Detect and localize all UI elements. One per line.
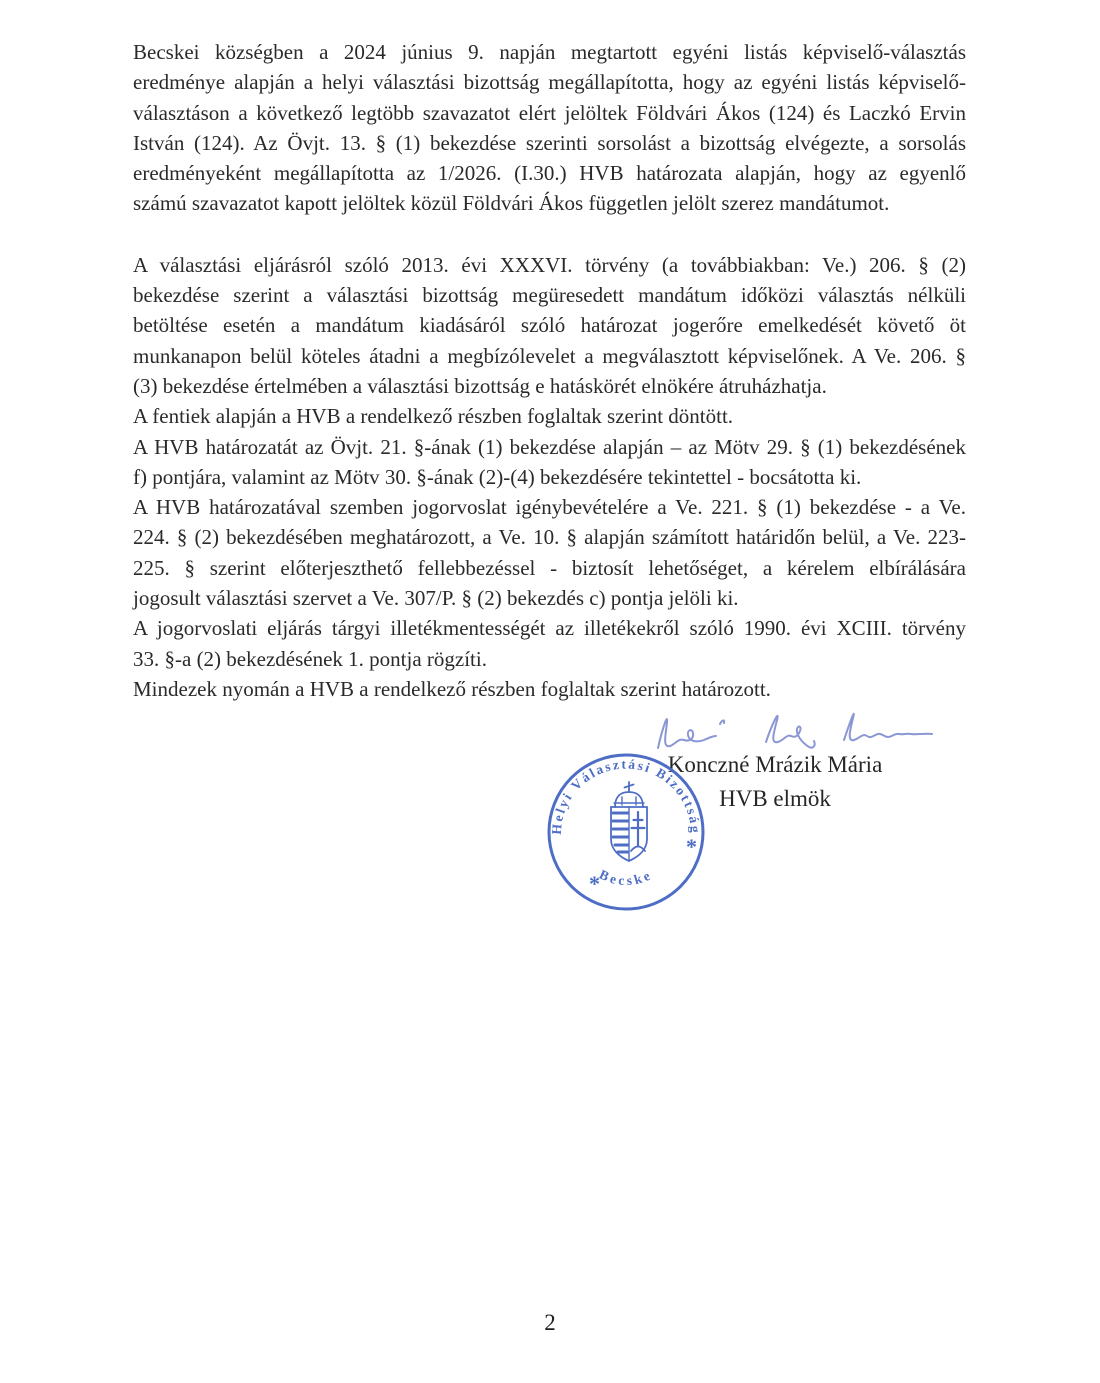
signer-title: HVB elmök [719, 786, 831, 811]
text-line: bekezdése szerint a választási bizottság megüresedett mandátum időközi választás nélküli [133, 283, 966, 308]
text-line: A választási eljárásról szóló 2013. évi XXXVI. törvény (a továbbiakban: Ve.) 206. § (2) [133, 252, 966, 277]
page-number: 2 [544, 1310, 556, 1335]
text-line: 33. §-a (2) bekezdésének 1. pontja rögzíti. [133, 646, 487, 671]
signature-stroke [720, 720, 724, 724]
signature-stroke [658, 719, 716, 748]
text-line: munkanapon belül köteles átadni a megbízólevelet a megválasztott képviselőnek. A Ve. 206. § [133, 343, 966, 368]
paragraph [133, 37, 966, 219]
stamp-bottom-text: Becske [596, 866, 656, 889]
shield-stripes [613, 813, 628, 852]
signer-name: Konczné Mrázik Mária [667, 752, 883, 777]
text-line: 224. § (2) bekezdésében meghatározott, a Ve. 10. § alapján számított határidőn belül, a Ve. 223- [133, 525, 966, 550]
double-cross-icon [631, 812, 645, 851]
crown-icon [615, 792, 643, 807]
coat-of-arms-emblem [611, 782, 647, 861]
paragraph-spacer [133, 219, 966, 250]
official-stamp [545, 751, 707, 913]
text-line: Becskei községben a 2024 június 9. napján megtartott egyéni listás képviselő-választás [133, 40, 966, 64]
text-line: választáson a következő legtöbb szavazatot elért jelöltek Földvári Ákos (124) és Laczkó Ervin [133, 100, 966, 125]
text-line: eredményeként megállapította az 1/2026. (I.30.) HVB határozata alapján, hogy az egyenlő [133, 161, 966, 186]
crown-arch-lines [622, 797, 636, 805]
text-line: A fentiek alapján a HVB a rendelkező részben foglaltak szerint döntött. [133, 404, 734, 429]
signature-stroke [844, 714, 932, 740]
handwritten-signature-ink [648, 700, 948, 758]
text-line: A jogorvoslati eljárás tárgyi illetékmentességét az illetékekről szóló 1990. évi XCIII. törvény [133, 616, 966, 641]
text-line: (3) bekezdése értelmében a választási bizottság e hatáskörét elnökére átruházhatja. [133, 373, 827, 398]
text-line: István (124). Az Övjt. 13. § (1) bekezdése szerinti sorsolást a bizottság elvégezte, a sorsolás [133, 130, 966, 155]
paragraph [133, 250, 966, 704]
stamp-star-right: * [686, 834, 697, 859]
text-line: f) pontjára, valamint az Mötv 30. §-ának (2)-(4) bekezdésére tekintettel - bocsátotta ki. [133, 464, 862, 489]
text-line: Mindezek nyomán a HVB a rendelkező részben foglaltak szerint határozott. [133, 676, 771, 701]
text-line: A HVB határozatát az Övjt. 21. §-ának (1) bekezdése alapján – az Mötv 29. § (1) bekezdésének [133, 434, 966, 459]
text-line: számú szavazatot kapott jelöltek közül Földvári Ákos független jelölt szerez mandátumot. [133, 191, 890, 216]
text-line: jogosult választási szervet a Ve. 307/P. § (2) bekezdés c) pontja jelöli ki. [133, 586, 739, 611]
text-line: betöltése esetén a mandátum kiadásáról szóló határozat jogerőre emelkedését követő öt [133, 313, 966, 338]
stamp-top-text: Helyi Választási Bizottság [548, 756, 704, 836]
stamp-star-left: * [589, 871, 600, 896]
text-line: eredménye alapján a helyi választási bizottság megállapította, hogy az egyéni listás képviselő- [133, 70, 966, 95]
text-line: A HVB határozatával szemben jogorvoslat igénybevételére a Ve. 221. § (1) bekezdése - a Ve. [133, 495, 966, 520]
signature-stroke [766, 716, 815, 748]
body-text [133, 37, 966, 704]
text-line: 225. § szerint előterjeszthető fellebbezéssel - biztosít lehetőséget, a kérelem elbírálására [133, 555, 966, 580]
